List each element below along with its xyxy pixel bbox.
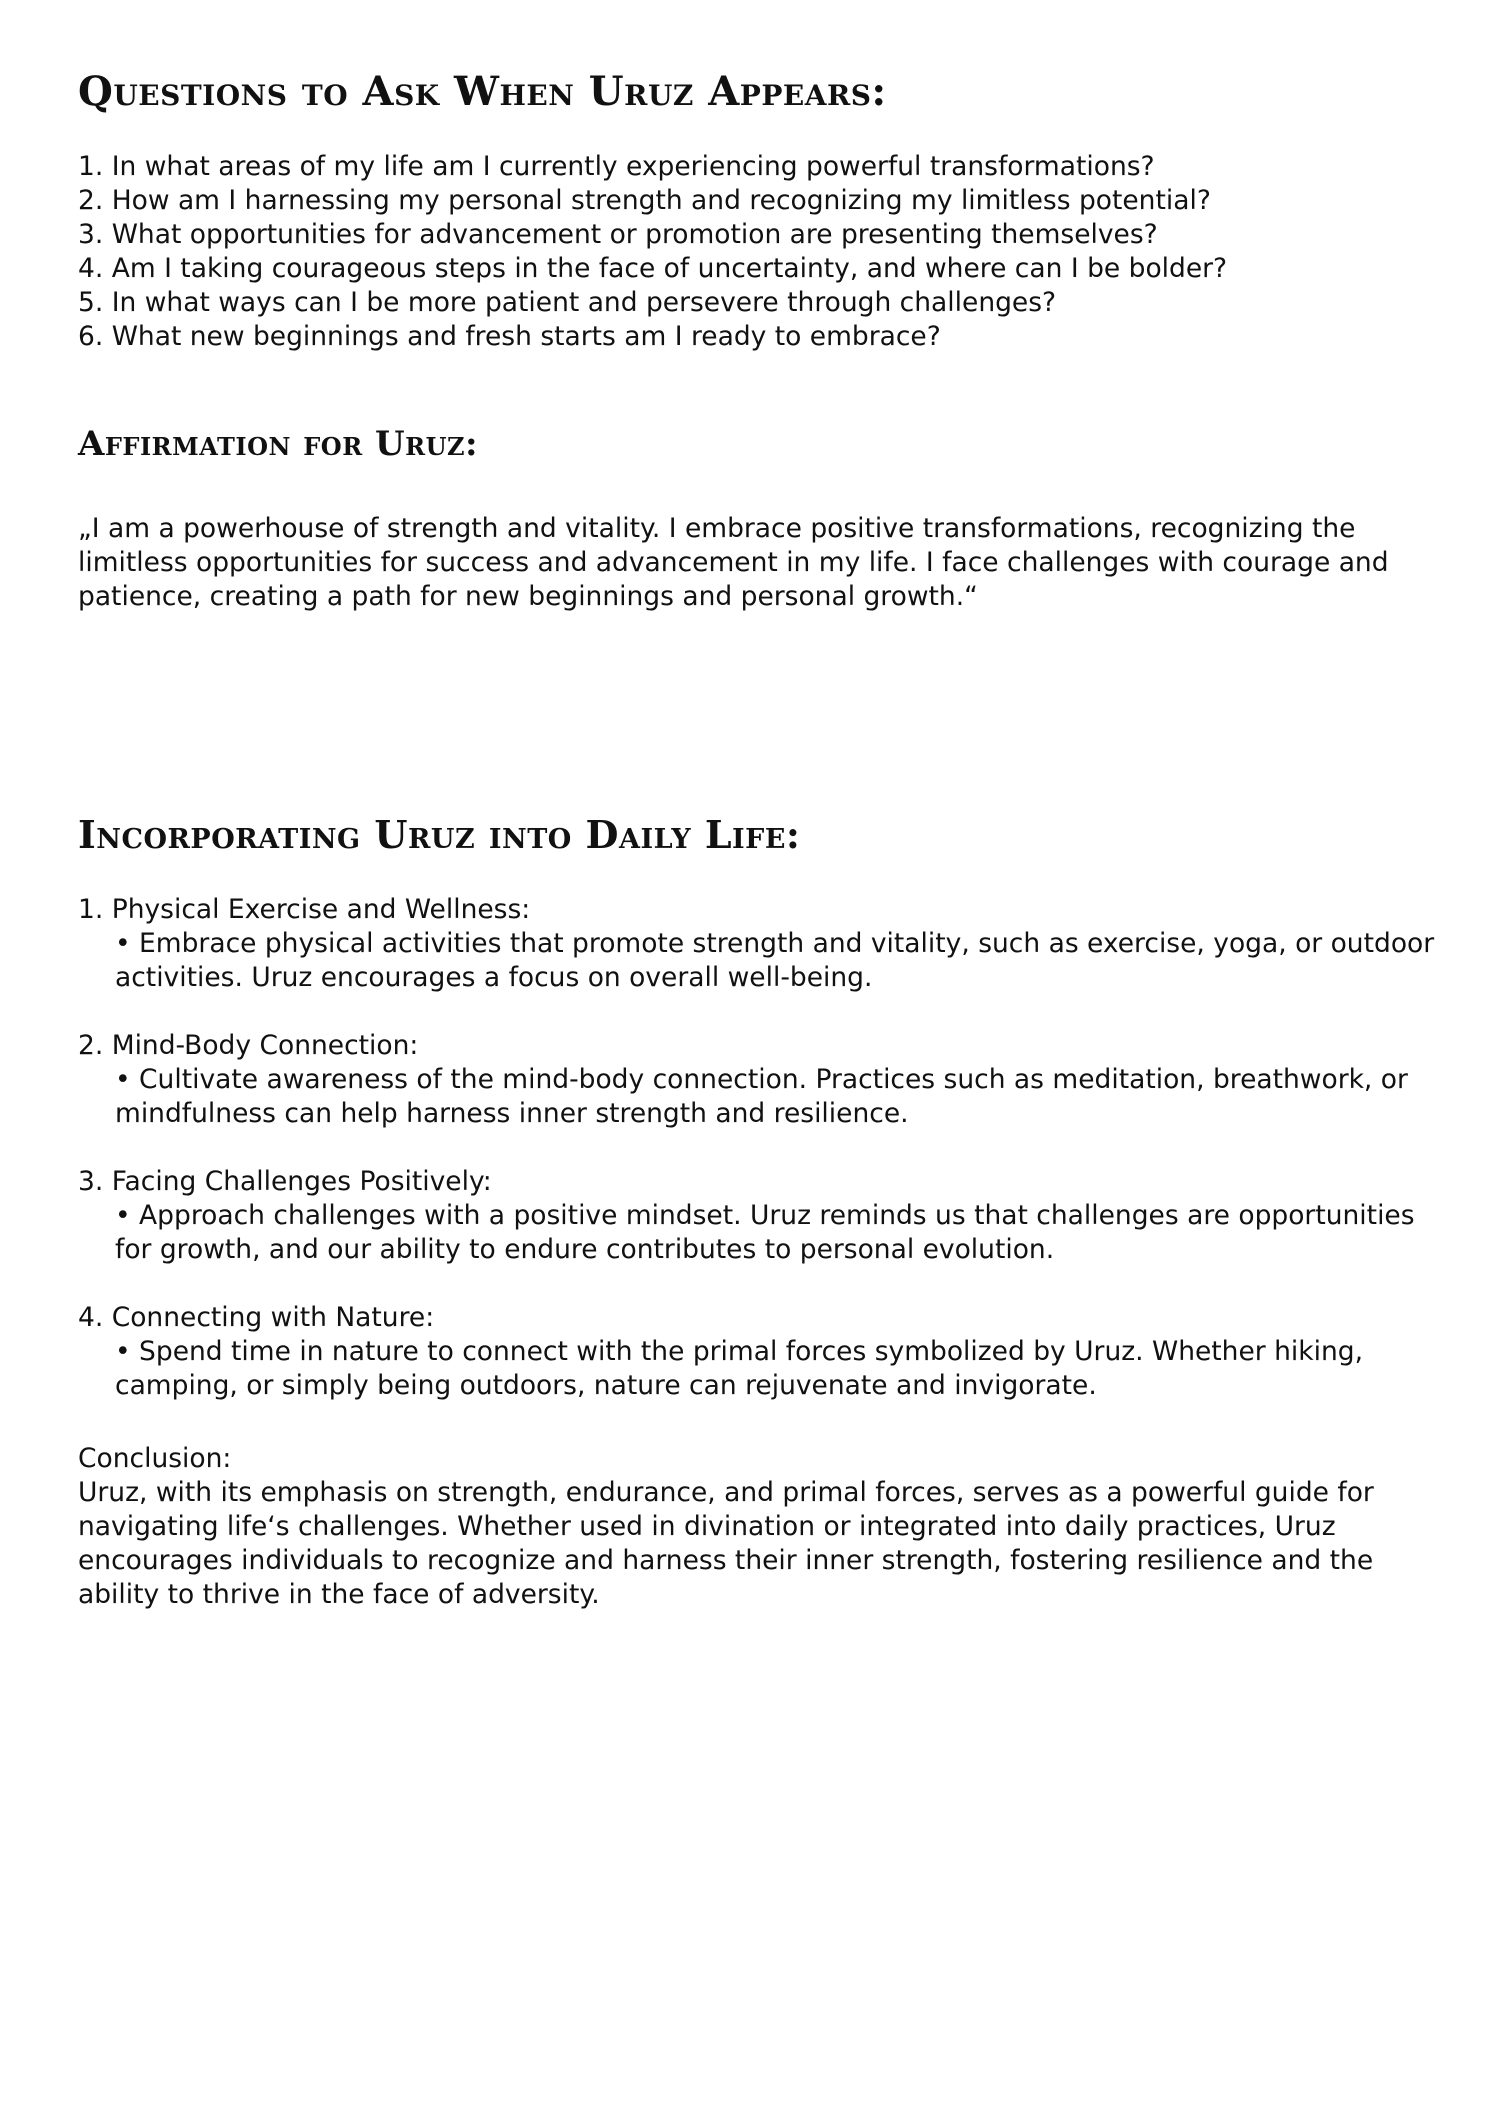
daily-life-steps (78, 893, 1448, 1437)
question-item: 3. What opportunities for advancement or promotion are presenting themselves? (78, 219, 1158, 250)
step-item (78, 893, 1448, 995)
affirmation-heading: Affirmation for Uruz: (78, 424, 479, 464)
questions-list (78, 150, 1227, 354)
step-item (78, 1301, 1448, 1403)
conclusion-title: Conclusion: (78, 1443, 232, 1474)
conclusion-section (78, 1442, 1448, 1612)
step-bullet-text: • Spend time in nature to connect with the primal forces symbolized by Uruz. Whether hiking, camping, or simply being outdoors, nature can rejuvenate and invigorate. (115, 1336, 1364, 1401)
step-bullet-text: • Embrace physical activities that promote strength and vitality, such as exercise, yoga, or outdoor activities. Uruz encourages a focus on overall well-being. (115, 928, 1435, 993)
question-item: 4. Am I taking courageous steps in the face of uncertainty, and where can I be bolder? (78, 253, 1228, 284)
step-title: 4. Connecting with Nature: (78, 1302, 435, 1333)
step-title: 2. Mind-Body Connection: (78, 1030, 419, 1061)
conclusion-text: Uruz, with its emphasis on strength, endurance, and primal forces, serves as a powerful guide for navigating life‘s challenges. Whether used in divination or integrated into daily practices, Uruz encourages individuals to recognize and harness their inner strength, fostering resilience and the ability to thrive in the face of adversity. (78, 1477, 1374, 1610)
step-title: 1. Physical Exercise and Wellness: (78, 894, 531, 925)
questions-heading: Questions to Ask When Uruz Appears: (78, 68, 887, 115)
step-bullet-text: • Approach challenges with a positive mindset. Uruz reminds us that challenges are opportunities for growth, and our ability to endure contributes to personal evolution. (115, 1200, 1415, 1265)
step-title: 3. Facing Challenges Positively: (78, 1166, 492, 1197)
step-item (78, 1029, 1448, 1131)
step-item (78, 1165, 1448, 1267)
question-item: 2. How am I harnessing my personal strength and recognizing my limitless potential? (78, 185, 1211, 216)
step-bullet-text: • Cultivate awareness of the mind-body connection. Practices such as meditation, breathwork, or mindfulness can help harness inner strength and resilience. (115, 1064, 1408, 1129)
affirmation-text: „I am a powerhouse of strength and vitality. I embrace positive transformations, recognizing the limitless opportunities for success and advancement in my life. I face challenges with courage and patience, creating a path for new beginnings and personal growth.“ (78, 513, 1389, 612)
question-item: 5. In what ways can I be more patient and persevere through challenges? (78, 287, 1057, 318)
daily-life-heading: Incorporating Uruz into Daily Life: (78, 812, 801, 857)
question-item: 6. What new beginnings and fresh starts am I ready to embrace? (78, 321, 941, 352)
question-item: 1. In what areas of my life am I currently experiencing powerful transformations? (78, 151, 1155, 182)
